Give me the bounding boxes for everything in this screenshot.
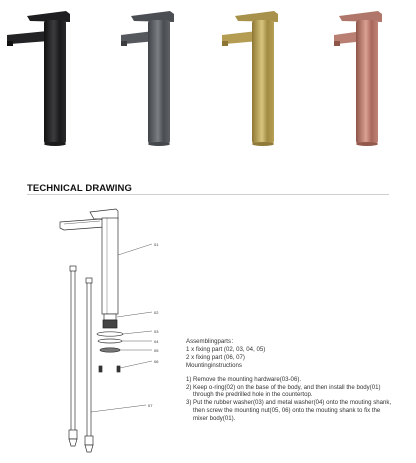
faucet-photo-rose-gold [312, 0, 416, 150]
drawing-shank [103, 320, 117, 328]
faucet-photo-brushed-gold [208, 0, 312, 150]
instruction-step: 3) Put the rubber washer(03) and metal washer(04) onto the mouting shank, then screw the mounting nut(05, 06) onto the mouting shank to fix the mixer body(01). [186, 399, 392, 423]
assembly-instructions [186, 338, 396, 423]
instruction-step: 2) Keep o-ring(02) on the base of the body, and then install the body(01) through the predrilled hole in the countertop. [186, 383, 381, 399]
section-divider [27, 194, 389, 195]
mounting-instructions-title: Mountinginstructions [186, 361, 242, 369]
parts-line-1: 1 x fixing part (02, 03, 04, 05) [186, 345, 266, 353]
parts-line-2: 2 x fixing part (06, 07) [186, 353, 245, 361]
drawing-oring [104, 314, 116, 320]
technical-drawing [28, 200, 198, 458]
callout-04: 04 [154, 339, 159, 344]
callout-01: 01 [154, 242, 159, 247]
drawing-mounting-nut [100, 348, 120, 352]
faucet-photo-gunmetal [104, 0, 208, 150]
drawing-metal-washer [98, 339, 122, 343]
callout-03: 03 [154, 329, 159, 334]
drawing-lever [90, 209, 118, 219]
instruction-step: 1) Remove the mounting hardware(03-06). [186, 375, 302, 383]
drawing-spout [60, 219, 104, 230]
drawing-body [102, 218, 118, 314]
callout-06: 06 [154, 359, 159, 364]
drawing-rubber-washer [97, 332, 123, 336]
callout-05: 05 [154, 348, 159, 353]
callout-07: 07 [148, 403, 153, 408]
product-photo-strip [0, 0, 416, 150]
section-title: TECHNICAL DRAWING [27, 183, 132, 194]
callout-02: 02 [154, 310, 159, 315]
faucet-photo-black [0, 0, 104, 150]
assembling-parts-title: Assemblingparts： [186, 338, 238, 345]
